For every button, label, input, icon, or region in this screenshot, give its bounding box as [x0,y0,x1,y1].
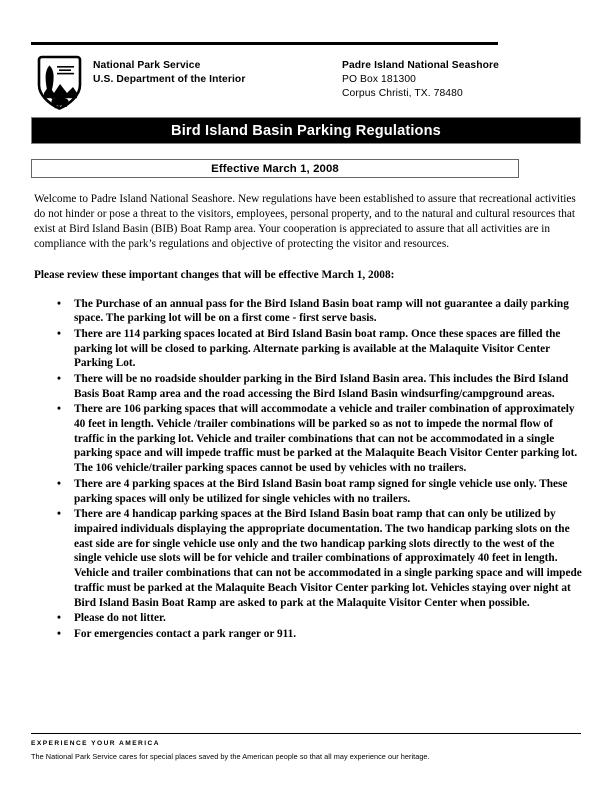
agency-name-block [93,59,245,86]
list-item [34,611,582,626]
bullet-icon: • [57,612,61,625]
park-po-box: PO Box 181300 [342,73,417,85]
agency-line-2: U.S. Department of the Interior [93,73,246,85]
list-item [34,297,582,327]
bullet-icon: • [57,477,61,490]
footer-rule [31,733,581,734]
regulations-list [34,297,582,642]
list-item-text: There will be no roadside shoulder parking in the Bird Island Basin area. This includes the Bird Island Basis Boat Ramp area and the road accessing the Bird Island Basin windsurfing/campground areas. [74,372,569,400]
list-item-text: For emergencies contact a park ranger or 911. [74,627,297,640]
effective-date-box [31,159,519,178]
list-item-text: There are 4 handicap parking spaces at the Bird Island Basin boat ramp that can only be utilized by impaired individuals displaying the appropriate documentation. The two handicap parking slots on the east side are for single vehicle use only and the two handicap parking slots directly to the west of the single vehicle use slots will be for vehicle and trailer combinations of approximately 40 feet in length. Vehicle and trailer combinations that can not be accommodated in a single parking space and will impede traffic must be parked at the Malaquite Beach Visitor Center parking lot. Vehicles staying over night at Bird Island Basin Boat Ramp are asked to park at the Malaquite Visitor Center when possible. [74,507,582,609]
footer-tagline: EXPERIENCE YOUR AMERICA [31,740,160,747]
list-item [34,327,582,372]
page-title: Bird Island Basin Parking Regulations [171,122,441,139]
intro-paragraph: Welcome to Padre Island National Seashore. New regulations have been established to assure that recreational activities do not hinder or pose a threat to the visitors, employees, personal property, and to the natural and cultural resources that exist at Bird Island Basin (BIB) Boat Ramp area. Your cooperation is appreciated to assure that all activities are in compliance with the park’s regulations and objective of protecting the visitor and resources. [34,193,576,250]
effective-date-text: Effective March 1, 2008 [211,162,339,175]
nps-arrowhead-icon [36,55,83,110]
list-item [34,507,582,611]
agency-line-1: National Park Service [93,60,201,71]
list-item [34,627,582,642]
bullet-icon: • [57,372,61,385]
bullet-icon: • [57,402,61,415]
footer-mission-statement: The National Park Service cares for special places saved by the American people so that all may experience our heritage. [31,752,430,761]
list-item-text: There are 106 parking spaces that will accommodate a vehicle and trailer combination of approximately 40 feet in length. Vehicle /trailer combinations will be parked so as not to impede the normal flow of traffic in the parking lot. Vehicle and trailer combinations that can not be accommodated in a single parking space and will impede traffic must be parked at the Malaquite Beach Visitor Center parking lot. The 106 vehicle/trailer parking spaces cannot be used by vehicles with no trailers. [74,402,578,475]
park-address-block [342,59,499,100]
list-item-text: There are 4 parking spaces at the Bird Island Basin boat ramp signed for single vehicle use only. These parking spaces will only be utilized for single vehicles with no trailers. [74,477,568,505]
document-body [34,192,582,642]
header-rule [31,42,498,45]
page-footer [31,733,581,761]
list-item [34,372,582,402]
bullet-icon: • [57,627,61,640]
bullet-icon: • [57,327,61,340]
park-city-state-zip: Corpus Christi, TX. 78480 [342,87,463,99]
lead-in-paragraph: Please review these important changes that will be effective March 1, 2008: [34,268,395,281]
bullet-icon: • [57,297,61,310]
list-item [34,477,582,507]
bullet-icon: • [57,507,61,520]
document-title-banner [31,117,581,144]
letterhead [31,54,583,110]
list-item-text: There are 114 parking spaces located at Bird Island Basin boat ramp. Once these spaces are filled the parking lot will be closed to parking. Alternate parking is available at the Malaquite Visitor Center Parking Lot. [74,327,561,370]
park-name: Padre Island National Seashore [342,60,499,71]
list-item [34,402,582,476]
list-item-text: The Purchase of an annual pass for the Bird Island Basin boat ramp will not guarantee a daily parking space. The parking lot will be on a first come - first serve basis. [74,297,569,325]
list-item-text: Please do not litter. [74,612,166,625]
